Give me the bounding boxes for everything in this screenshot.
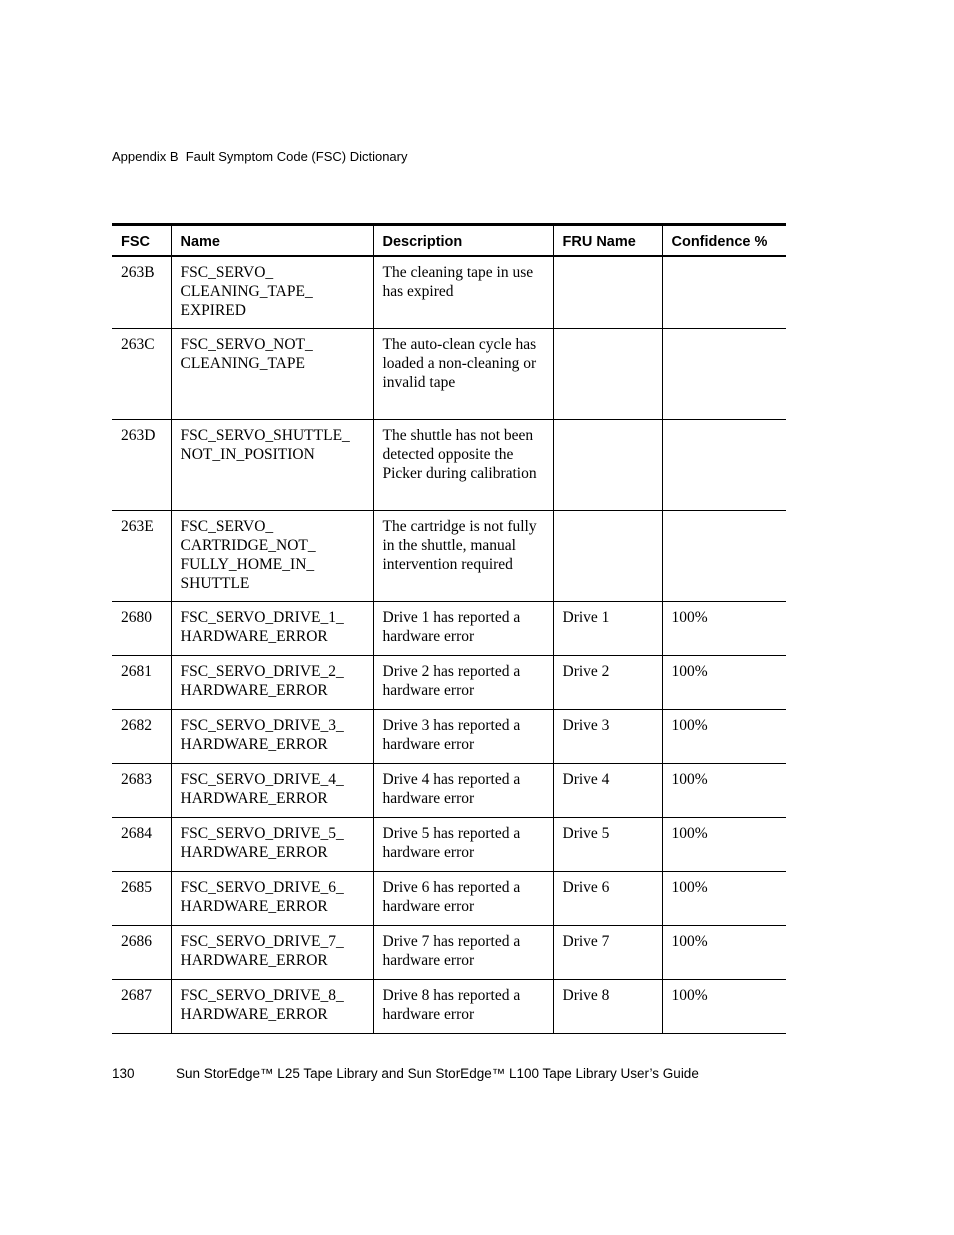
cell-fru-name: Drive 1 <box>553 601 662 655</box>
cell-name: FSC_SERVO_DRIVE_5_ HARDWARE_ERROR <box>171 817 373 871</box>
cell-fru-name <box>553 419 662 510</box>
cell-confidence: 100% <box>662 709 786 763</box>
cell-fsc: 2683 <box>121 770 152 788</box>
cell-confidence: 100% <box>662 979 786 1033</box>
cell-name: FSC_SERVO_DRIVE_3_ HARDWARE_ERROR <box>171 709 373 763</box>
table-body <box>112 256 786 1034</box>
cell-fru-name: Drive 8 <box>553 979 662 1033</box>
table-row <box>112 256 786 329</box>
cell-confidence <box>662 510 786 601</box>
cell-fru-name <box>553 510 662 601</box>
cell-fsc: 2687 <box>121 986 152 1004</box>
table-row <box>112 419 786 510</box>
table-row <box>112 979 786 1033</box>
column-header-fru-name: FRU Name <box>553 225 662 256</box>
cell-description: The shuttle has not been detected opposite the Picker during calibration <box>373 419 553 510</box>
cell-confidence: 100% <box>662 871 786 925</box>
cell-confidence <box>662 419 786 510</box>
book-title: Sun StorEdge™ L25 Tape Library and Sun StorEdge™ L100 Tape Library User’s Guide <box>176 1066 699 1081</box>
cell-fsc: 263B <box>121 263 155 281</box>
cell-fsc: 263E <box>121 517 154 535</box>
cell-name: FSC_SERVO_NOT_ CLEANING_TAPE <box>171 328 373 419</box>
cell-fru-name: Drive 5 <box>553 817 662 871</box>
cell-confidence: 100% <box>662 655 786 709</box>
cell-description: Drive 2 has reported a hardware error <box>373 655 553 709</box>
cell-name: FSC_SERVO_DRIVE_1_ HARDWARE_ERROR <box>171 601 373 655</box>
cell-name: FSC_SERVO_ CLEANING_TAPE_ EXPIRED <box>171 256 373 329</box>
cell-fru-name: Drive 6 <box>553 871 662 925</box>
cell-fru-name: Drive 7 <box>553 925 662 979</box>
cell-confidence <box>662 328 786 419</box>
cell-name: FSC_SERVO_DRIVE_4_ HARDWARE_ERROR <box>171 763 373 817</box>
cell-description: The cartridge is not fully in the shuttle, manual intervention required <box>373 510 553 601</box>
cell-fru-name <box>553 328 662 419</box>
running-head: Appendix B Fault Symptom Code (FSC) Dictionary <box>112 149 408 164</box>
table-header-row <box>112 225 786 256</box>
column-header-fsc: FSC <box>121 234 150 250</box>
cell-fru-name: Drive 4 <box>553 763 662 817</box>
cell-name: FSC_SERVO_DRIVE_6_ HARDWARE_ERROR <box>171 871 373 925</box>
page-number: 130 <box>112 1066 135 1081</box>
table-row <box>112 601 786 655</box>
table-row <box>112 925 786 979</box>
cell-description: The auto-clean cycle has loaded a non-cleaning or invalid tape <box>373 328 553 419</box>
cell-confidence: 100% <box>662 763 786 817</box>
column-header-name: Name <box>171 225 373 256</box>
table-row <box>112 709 786 763</box>
cell-name: FSC_SERVO_DRIVE_8_ HARDWARE_ERROR <box>171 979 373 1033</box>
column-header-description: Description <box>373 225 553 256</box>
cell-confidence: 100% <box>662 925 786 979</box>
cell-confidence <box>662 256 786 329</box>
cell-description: The cleaning tape in use has expired <box>373 256 553 329</box>
cell-description: Drive 6 has reported a hardware error <box>373 871 553 925</box>
table-row <box>112 328 786 419</box>
cell-description: Drive 4 has reported a hardware error <box>373 763 553 817</box>
cell-fsc: 2680 <box>121 608 152 626</box>
cell-confidence: 100% <box>662 601 786 655</box>
table-row <box>112 871 786 925</box>
cell-fsc: 2686 <box>121 932 152 950</box>
cell-name: FSC_SERVO_DRIVE_2_ HARDWARE_ERROR <box>171 655 373 709</box>
cell-confidence: 100% <box>662 817 786 871</box>
cell-name: FSC_SERVO_DRIVE_7_ HARDWARE_ERROR <box>171 925 373 979</box>
cell-description: Drive 7 has reported a hardware error <box>373 925 553 979</box>
cell-description: Drive 1 has reported a hardware error <box>373 601 553 655</box>
cell-name: FSC_SERVO_SHUTTLE_ NOT_IN_POSITION <box>171 419 373 510</box>
cell-fsc: 2682 <box>121 716 152 734</box>
cell-fsc: 2685 <box>121 878 152 896</box>
cell-description: Drive 3 has reported a hardware error <box>373 709 553 763</box>
cell-fru-name <box>553 256 662 329</box>
cell-fru-name: Drive 2 <box>553 655 662 709</box>
cell-description: Drive 5 has reported a hardware error <box>373 817 553 871</box>
fsc-table <box>112 223 786 1034</box>
cell-fru-name: Drive 3 <box>553 709 662 763</box>
cell-fsc: 263C <box>121 335 155 353</box>
cell-fsc: 2681 <box>121 662 152 680</box>
table-row <box>112 763 786 817</box>
table-row <box>112 655 786 709</box>
table-row <box>112 510 786 601</box>
cell-fsc: 263D <box>121 426 156 444</box>
cell-fsc: 2684 <box>121 824 152 842</box>
column-header-confidence: Confidence % <box>662 225 786 256</box>
cell-name: FSC_SERVO_ CARTRIDGE_NOT_ FULLY_HOME_IN_ SHUTTLE <box>171 510 373 601</box>
cell-description: Drive 8 has reported a hardware error <box>373 979 553 1033</box>
table-row <box>112 817 786 871</box>
